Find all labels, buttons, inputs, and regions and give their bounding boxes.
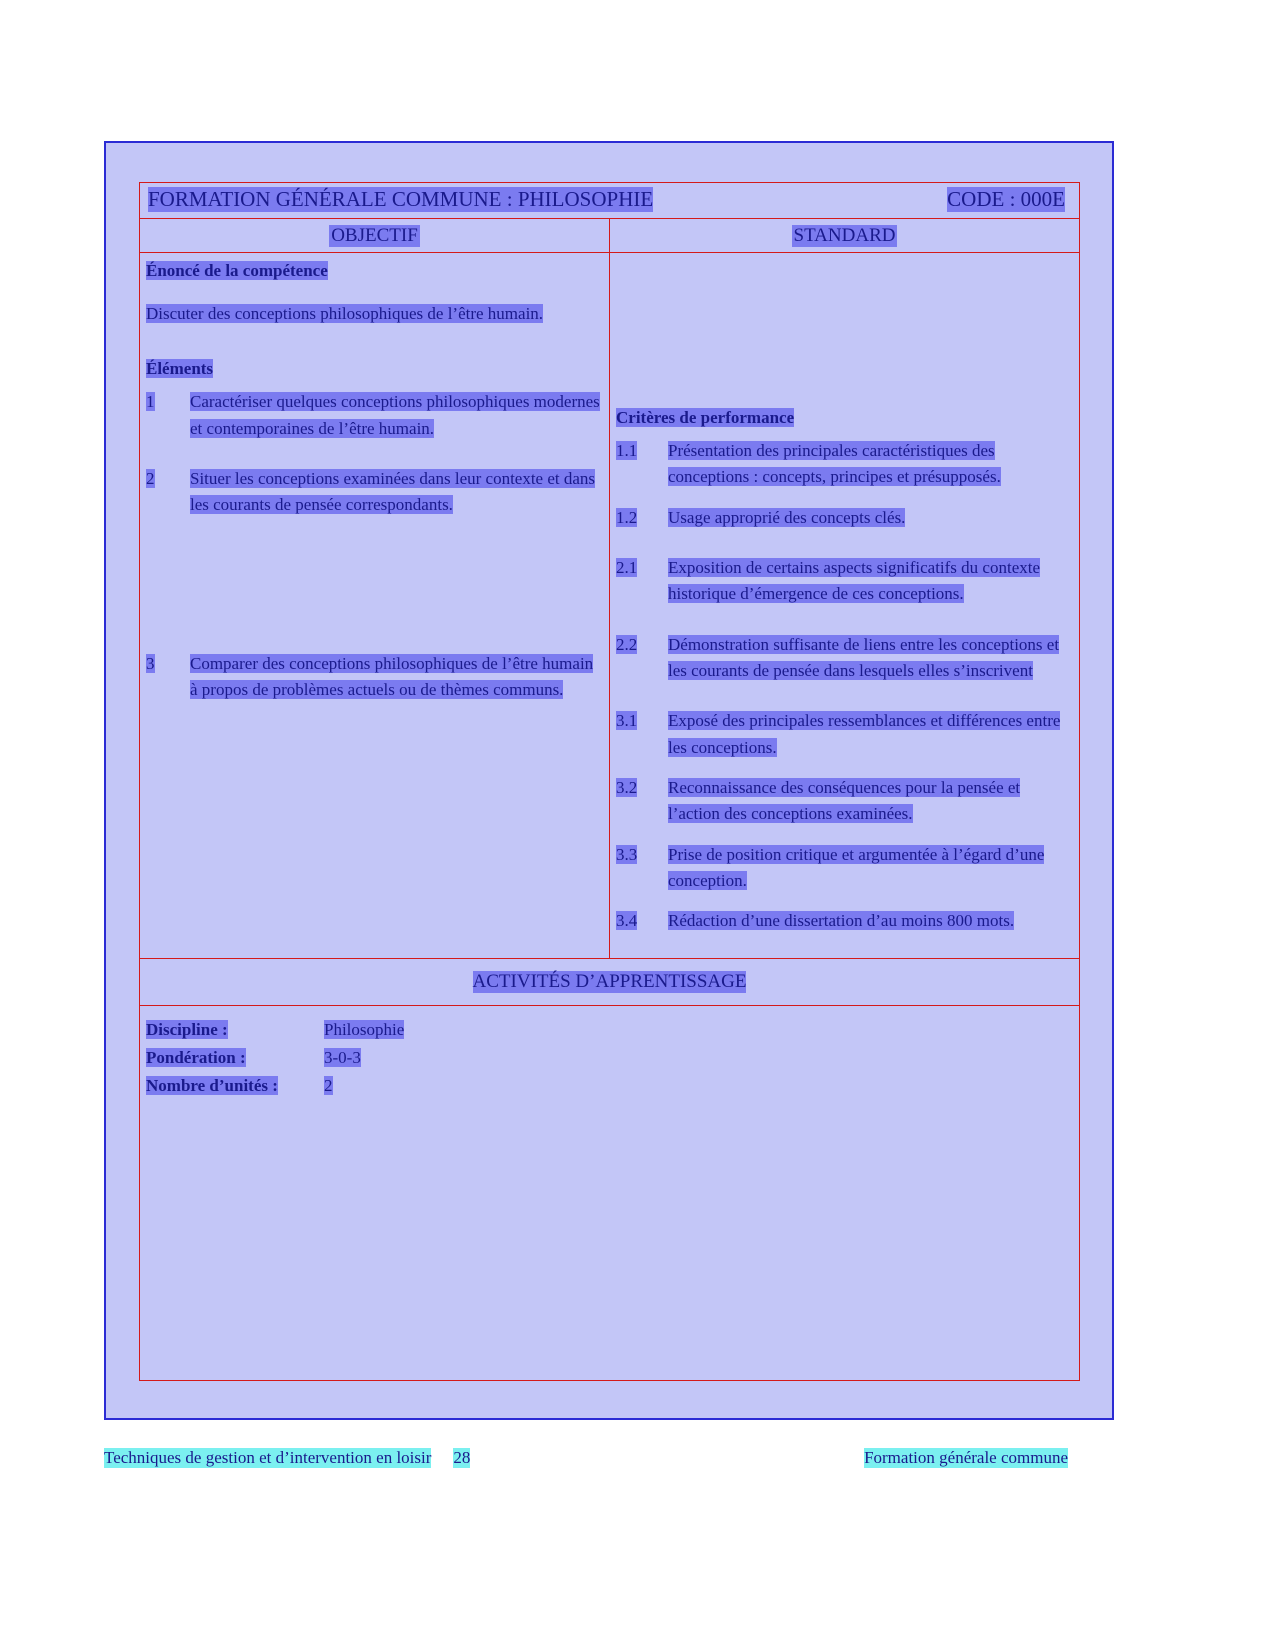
competency-table bbox=[139, 182, 1080, 1381]
column-header-objectif bbox=[140, 219, 610, 252]
element-number-label: 2 bbox=[146, 469, 155, 489]
spacer bbox=[146, 331, 601, 359]
critere-item bbox=[616, 632, 1071, 685]
critere-number bbox=[616, 775, 668, 828]
objectif-column bbox=[140, 253, 610, 958]
spacer bbox=[616, 261, 1071, 408]
spacer bbox=[146, 283, 601, 301]
activities-banner-label: ACTIVITÉS D’APPRENTISSAGE bbox=[472, 971, 747, 992]
footer-page-number: 28 bbox=[453, 1448, 471, 1467]
critere-item bbox=[616, 708, 1071, 761]
element-text-label: Situer les conceptions examinées dans leur contexte et dans les courants de pensée correspondants. bbox=[190, 469, 596, 515]
info-value bbox=[324, 1074, 1071, 1098]
critere-text bbox=[668, 505, 1071, 531]
critere-text bbox=[668, 908, 1071, 934]
table-title-row bbox=[140, 183, 1079, 219]
column-header-objectif-label: OBJECTIF bbox=[331, 224, 418, 246]
spacer bbox=[616, 698, 1071, 708]
element-text bbox=[190, 651, 601, 704]
critere-text bbox=[668, 632, 1071, 685]
critere-text-label: Rédaction d’une dissertation d’au moins 800 mots. bbox=[668, 911, 1015, 931]
activities-banner bbox=[140, 959, 1079, 1006]
criteres-heading bbox=[616, 408, 1071, 428]
critere-item bbox=[616, 555, 1071, 608]
critere-number-label: 3.3 bbox=[616, 844, 638, 864]
critere-text-label: Prise de position critique et argumentée à l’égard d’une conception. bbox=[668, 844, 1045, 891]
critere-text-label: Exposition de certains aspects significatifs du contexte historique d’émergence de ces conceptions. bbox=[668, 558, 1041, 604]
element-text-label: Comparer des conceptions philosophiques de l’être humain à propos de problèmes actuels ou de thèmes communs. bbox=[190, 653, 594, 700]
footer-program-name: Techniques de gestion et d’intervention en loisir bbox=[104, 1448, 432, 1467]
elements-heading-label: Éléments bbox=[146, 359, 214, 379]
critere-number-label: 2.2 bbox=[616, 634, 638, 654]
critere-number-label: 1.2 bbox=[616, 507, 638, 527]
activities-info bbox=[140, 1006, 1079, 1426]
critere-item bbox=[616, 505, 1071, 531]
spacer bbox=[616, 545, 1071, 555]
critere-item bbox=[616, 908, 1071, 934]
info-row-unites bbox=[146, 1074, 1071, 1098]
info-label-text: Nombre d’unités : bbox=[146, 1075, 278, 1095]
element-text bbox=[190, 466, 601, 519]
info-label bbox=[146, 1074, 324, 1098]
page-footer bbox=[104, 1448, 1114, 1468]
info-label bbox=[146, 1046, 324, 1070]
column-header-standard bbox=[610, 219, 1079, 252]
critere-text-label: Présentation des principales caractéristiques des conceptions : concepts, principes et présupposés. bbox=[668, 441, 1001, 487]
critere-text-label: Usage approprié des concepts clés. bbox=[668, 507, 906, 527]
info-value bbox=[324, 1018, 1071, 1042]
competence-text-label: Discuter des conceptions philosophiques de l’être humain. bbox=[146, 304, 544, 323]
column-header-standard-label: STANDARD bbox=[793, 224, 896, 246]
critere-number bbox=[616, 438, 668, 491]
info-value-text: 2 bbox=[324, 1075, 333, 1095]
info-label-text: Discipline : bbox=[146, 1020, 228, 1039]
table-body-row bbox=[140, 253, 1079, 959]
spacer bbox=[146, 533, 601, 651]
critere-number bbox=[616, 908, 668, 934]
element-text bbox=[190, 389, 601, 442]
critere-number bbox=[616, 505, 668, 531]
info-label bbox=[146, 1018, 324, 1042]
element-number bbox=[146, 651, 190, 704]
standard-column bbox=[610, 253, 1079, 958]
critere-number-label: 3.1 bbox=[616, 711, 638, 731]
competence-text bbox=[146, 301, 601, 327]
critere-text bbox=[668, 708, 1071, 761]
critere-item bbox=[616, 775, 1071, 828]
program-title: FORMATION GÉNÉRALE COMMUNE : PHILOSOPHIE bbox=[148, 187, 654, 211]
critere-number bbox=[616, 555, 668, 608]
critere-number bbox=[616, 708, 668, 761]
critere-text bbox=[668, 438, 1071, 491]
competency-code: CODE : 000E bbox=[947, 187, 1065, 211]
spacer bbox=[616, 622, 1071, 632]
competence-heading bbox=[146, 261, 601, 281]
info-label-text: Pondération : bbox=[146, 1047, 246, 1067]
page-frame bbox=[104, 141, 1114, 1420]
critere-text bbox=[668, 555, 1071, 608]
critere-text-label: Reconnaissance des conséquences pour la pensée et l’action des conceptions examinées. bbox=[668, 778, 1021, 824]
info-row-ponderation bbox=[146, 1046, 1071, 1070]
critere-text-label: Exposé des principales ressemblances et différences entre les conceptions. bbox=[668, 711, 1061, 757]
spacer bbox=[146, 456, 601, 466]
critere-item bbox=[616, 438, 1071, 491]
elements-heading bbox=[146, 359, 601, 379]
element-number-label: 1 bbox=[146, 392, 155, 412]
critere-number-label: 2.1 bbox=[616, 558, 638, 578]
critere-number-label: 3.2 bbox=[616, 778, 638, 798]
competence-heading-label: Énoncé de la compétence bbox=[146, 261, 328, 280]
info-value bbox=[324, 1046, 1071, 1070]
critere-number bbox=[616, 632, 668, 685]
element-text-label: Caractériser quelques conceptions philosophiques modernes et contemporaines de l’être humain. bbox=[190, 392, 600, 438]
element-item bbox=[146, 389, 601, 442]
element-number bbox=[146, 466, 190, 519]
critere-number-label: 3.4 bbox=[616, 911, 638, 931]
element-item bbox=[146, 466, 601, 519]
footer-section-name: Formation générale commune bbox=[864, 1448, 1068, 1467]
critere-item bbox=[616, 842, 1071, 895]
element-number bbox=[146, 389, 190, 442]
critere-text-label: Démonstration suffisante de liens entre les conceptions et les courants de pensée dans lesquels elles s’inscrivent bbox=[668, 634, 1060, 681]
critere-number-label: 1.1 bbox=[616, 441, 638, 460]
critere-number bbox=[616, 842, 668, 895]
info-row-discipline bbox=[146, 1018, 1071, 1042]
element-number-label: 3 bbox=[146, 653, 155, 673]
critere-text bbox=[668, 775, 1071, 828]
criteres-heading-label: Critères de performance bbox=[616, 408, 795, 427]
element-item bbox=[146, 651, 601, 704]
info-value-text: Philosophie bbox=[324, 1020, 405, 1039]
critere-text bbox=[668, 842, 1071, 895]
info-value-text: 3-0-3 bbox=[324, 1047, 361, 1067]
table-header-row bbox=[140, 219, 1079, 253]
